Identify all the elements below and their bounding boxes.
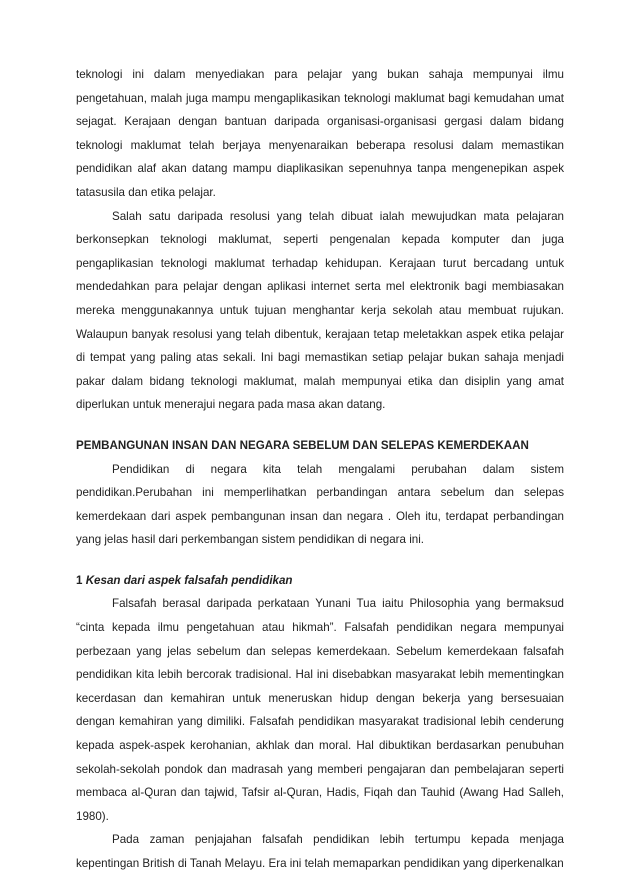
paragraph-3: Pendidikan di negara kita telah mengalami perubahan dalam sistem pendidikan.Perubahan ini memperlihatkan perbandingan antara sebelum dan selepas kemerdekaan dari aspek pembangunan insan dan negara . Oleh itu, terdapat perbandingan yang jelas hasil dari perkembangan sistem pendidikan di negara ini. <box>76 462 564 547</box>
paragraph-1: teknologi ini dalam menyediakan para pelajar yang bukan sahaja mempunyai ilmu pengetahuan, malah juga mampu mengaplikasikan teknologi maklumat bagi kemudahan umat sejagat. Kerajaan dengan bantuan daripada organisasi-organisasi gergasi dalam bidang teknologi maklumat telah berjaya menyenaraikan beberapa resolusi dalam memastikan pendidikan alaf akan datang mampu diaplikasikan sepenuhnya tanpa mengenepikan aspek tatasusila dan etika pelajar. <box>76 68 564 199</box>
subsection-title: Kesan dari aspek falsafah pendidikan <box>85 573 293 587</box>
subsection-heading <box>76 569 564 593</box>
paragraph-4: Falsafah berasal daripada perkataan Yunani Tua iaitu Philosophia yang bermaksud “cinta kepada ilmu pengetahuan atau hikmah”. Falsafah pendidikan negara mempunyai perbezaan yang jelas sebelum dan selepas kemerdekaan. Sebelum kemerdekaan falsafah pendidikan kita lebih bercorak tradisional. Hal ini disebabkan masyarakat lebih mementingkan kecerdasan dan kemahiran untuk meneruskan hidup dengan bekerja yang bersesuaian dengan kemahiran yang dimiliki. Falsafah pendidikan masyarakat tradisional lebih cenderung kepada aspek-aspek kerohanian, akhlak dan moral. Hal dibuktikan berdasarkan penubuhan sekolah-sekolah pondok dan madrasah yang memberi pengajaran dan pembelajaran seperti membaca al-Quran dan tajwid, Tafsir al-Quran, Hadis, Fiqah dan Tauhid (Awang Had Salleh, 1980). <box>76 597 564 823</box>
paragraph-2: Salah satu daripada resolusi yang telah dibuat ialah mewujudkan mata pelajaran berkonsepkan teknologi maklumat, seperti pengenalan kepada komputer dan juga pengaplikasian teknologi maklumat terhadap kehidupan. Kerajaan turut bercadang untuk mendedahkan para pelajar dengan aplikasi internet serta mel elektronik bagi membiasakan mereka menggunakannya untuk tujuan menghantar kerja sekolah atau membuat rujukan. Walaupun banyak resolusi yang telah dibentuk, kerajaan tetap meletakkan aspek etika pelajar di tempat yang paling atas sekali. Ini bagi memastikan setiap pelajar bukan sahaja menjadi pakar dalam bidang teknologi maklumat, malah mempunyai etika dan disiplin yang amat diperlukan untuk menerajui negara pada masa akan datang. <box>76 209 564 412</box>
section-heading: PEMBANGUNAN INSAN DAN NEGARA SEBELUM DAN SELEPAS KEMERDEKAAN <box>76 438 529 452</box>
subsection-number: 1 <box>76 573 83 587</box>
paragraph-5: Pada zaman penjajahan falsafah pendidikan lebih tertumpu kepada menjaga kepentingan British di Tanah Melayu. Era ini telah memaparkan pendidikan yang diperkenalkan <box>76 833 564 870</box>
